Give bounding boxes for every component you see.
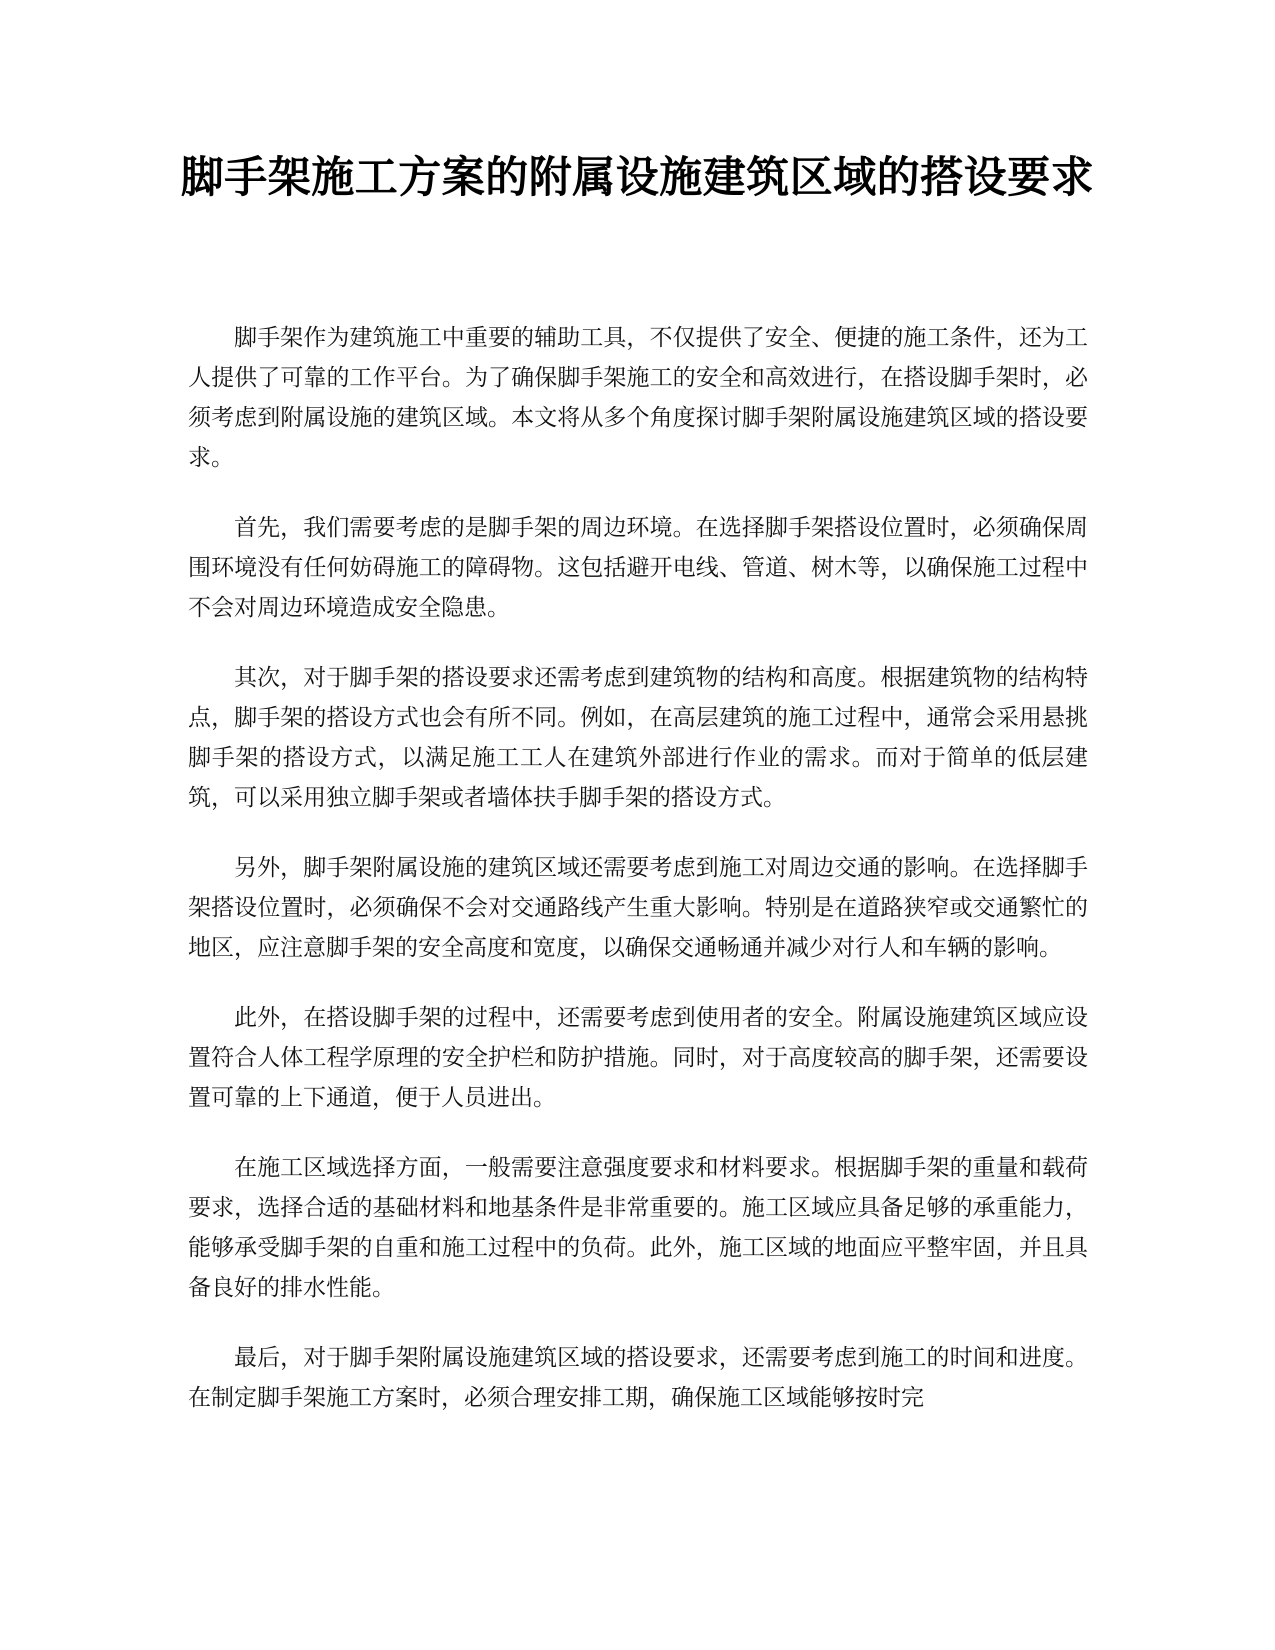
paragraph: 在施工区域选择方面，一般需要注意强度要求和材料要求。根据脚手架的重量和载荷要求，选择合适的基础材料和地基条件是非常重要的。施工区域应具备足够的承重能力，能够承受脚手架的自重和施工过程中的负荷。此外，施工区域的地面应平整牢固，并且具备良好的排水性能。	[188, 1155, 1088, 1301]
paragraph: 其次，对于脚手架的搭设要求还需考虑到建筑物的结构和高度。根据建筑物的结构特点，脚手架的搭设方式也会有所不同。例如，在高层建筑的施工过程中，通常会采用悬挑脚手架的搭设方式，以满足施工工人在建筑外部进行作业的需求。而对于简单的低层建筑，可以采用独立脚手架或者墙体扶手脚手架的搭设方式。	[188, 665, 1088, 811]
document-title: 脚手架施工方案的附属设施建筑区域的搭设要求	[180, 153, 1095, 203]
document-body	[188, 318, 1088, 1448]
paragraph: 最后，对于脚手架附属设施建筑区域的搭设要求，还需要考虑到施工的时间和进度。在制定脚手架施工方案时，必须合理安排工期，确保施工区域能够按时完	[188, 1345, 1088, 1411]
paragraph: 首先，我们需要考虑的是脚手架的周边环境。在选择脚手架搭设位置时，必须确保周围环境没有任何妨碍施工的障碍物。这包括避开电线、管道、树木等，以确保施工过程中不会对周边环境造成安全隐患。	[188, 515, 1088, 621]
paragraph: 脚手架作为建筑施工中重要的辅助工具，不仅提供了安全、便捷的施工条件，还为工人提供了可靠的工作平台。为了确保脚手架施工的安全和高效进行，在搭设脚手架时，必须考虑到附属设施的建筑区域。本文将从多个角度探讨脚手架附属设施建筑区域的搭设要求。	[188, 325, 1088, 471]
paragraph: 另外，脚手架附属设施的建筑区域还需要考虑到施工对周边交通的影响。在选择脚手架搭设位置时，必须确保不会对交通路线产生重大影响。特别是在道路狭窄或交通繁忙的地区，应注意脚手架的安全高度和宽度，以确保交通畅通并减少对行人和车辆的影响。	[188, 855, 1088, 961]
paragraph: 此外，在搭设脚手架的过程中，还需要考虑到使用者的安全。附属设施建筑区域应设置符合人体工程学原理的安全护栏和防护措施。同时，对于高度较高的脚手架，还需要设置可靠的上下通道，便于人员进出。	[188, 1005, 1088, 1111]
